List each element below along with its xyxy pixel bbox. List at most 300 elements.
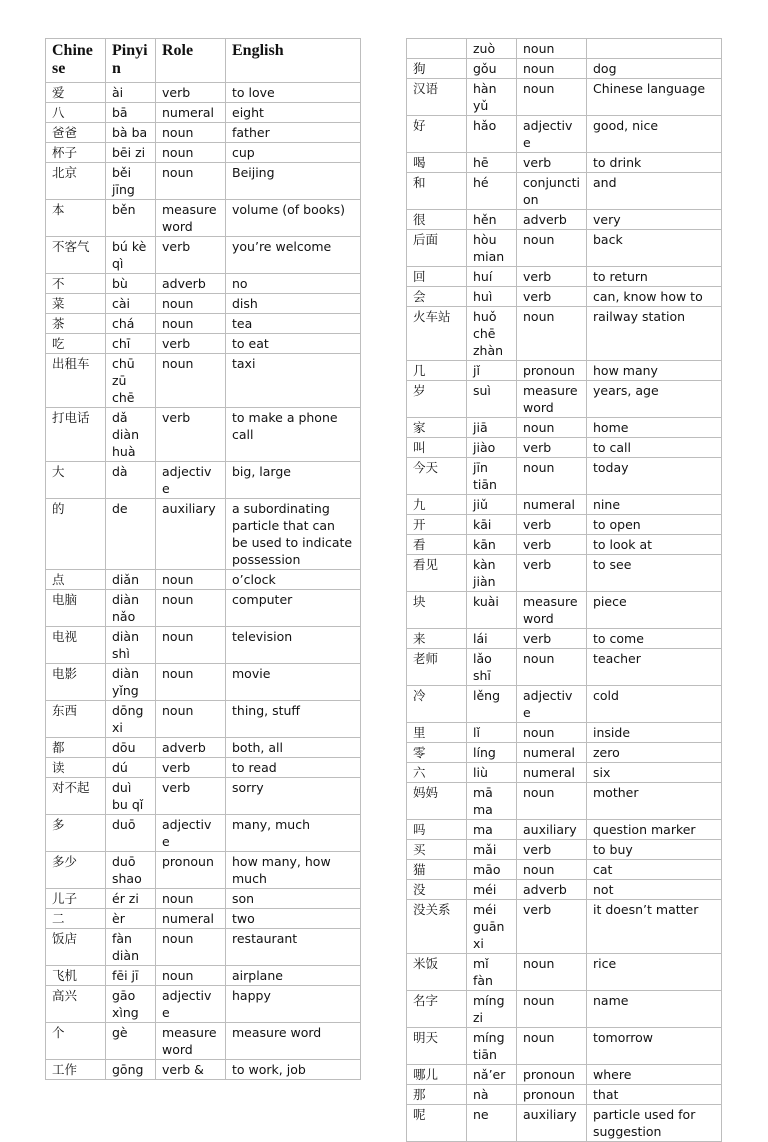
- table-row: [407, 743, 722, 763]
- cell-english: thing, stuff: [226, 701, 361, 738]
- cell-chinese: 老师: [407, 649, 467, 686]
- cell-english: son: [226, 889, 361, 909]
- cell-chinese: 不客气: [46, 237, 106, 274]
- cell-chinese: 对不起: [46, 778, 106, 815]
- cell-english: to work, job: [226, 1060, 361, 1080]
- table-row: [46, 852, 361, 889]
- cell-chinese: 后面: [407, 230, 467, 267]
- cell-pinyin: zuò: [467, 39, 517, 59]
- cell-english: it doesn’t matter: [587, 900, 722, 954]
- cell-english: airplane: [226, 966, 361, 986]
- cell-chinese: 火车站: [407, 307, 467, 361]
- cell-english: that: [587, 1085, 722, 1105]
- cell-role: measure word: [517, 592, 587, 629]
- cell-role: auxiliary: [156, 499, 226, 570]
- cell-english: to come: [587, 629, 722, 649]
- table-row: [407, 763, 722, 783]
- table-row: [407, 287, 722, 307]
- cell-role: adjective: [156, 986, 226, 1023]
- cell-pinyin: dú: [106, 758, 156, 778]
- table-row: [407, 1065, 722, 1085]
- cell-english: restaurant: [226, 929, 361, 966]
- cell-chinese: 飞机: [46, 966, 106, 986]
- cell-role: verb: [156, 83, 226, 103]
- cell-role: adjective: [517, 686, 587, 723]
- table-row: [46, 408, 361, 462]
- cell-role: numeral: [517, 763, 587, 783]
- cell-pinyin: bù: [106, 274, 156, 294]
- cell-role: verb &: [156, 1060, 226, 1080]
- cell-chinese: 电影: [46, 664, 106, 701]
- header-role: Role: [156, 39, 226, 83]
- cell-pinyin: líng: [467, 743, 517, 763]
- cell-pinyin: diǎn: [106, 570, 156, 590]
- cell-english: to buy: [587, 840, 722, 860]
- cell-chinese: 买: [407, 840, 467, 860]
- header-english: English: [226, 39, 361, 83]
- cell-pinyin: gǒu: [467, 59, 517, 79]
- cell-english: cup: [226, 143, 361, 163]
- cell-english: how many: [587, 361, 722, 381]
- cell-role: auxiliary: [517, 1105, 587, 1142]
- table-row: [46, 590, 361, 627]
- cell-role: adverb: [517, 210, 587, 230]
- cell-pinyin: dōng xi: [106, 701, 156, 738]
- table-row: [407, 515, 722, 535]
- table-row: [407, 495, 722, 515]
- cell-chinese: 开: [407, 515, 467, 535]
- table-row: [46, 929, 361, 966]
- cell-english: to read: [226, 758, 361, 778]
- cell-english: not: [587, 880, 722, 900]
- cell-pinyin: gōng: [106, 1060, 156, 1080]
- cell-english: Beijing: [226, 163, 361, 200]
- table-row: [407, 991, 722, 1028]
- cell-role: noun: [517, 860, 587, 880]
- cell-chinese: 回: [407, 267, 467, 287]
- cell-chinese: 没关系: [407, 900, 467, 954]
- table-row: [407, 458, 722, 495]
- table-row: [46, 889, 361, 909]
- cell-role: adjective: [156, 815, 226, 852]
- cell-chinese: 高兴: [46, 986, 106, 1023]
- cell-role: noun: [517, 59, 587, 79]
- cell-chinese: 大: [46, 462, 106, 499]
- cell-english: six: [587, 763, 722, 783]
- cell-chinese: 来: [407, 629, 467, 649]
- cell-english: very: [587, 210, 722, 230]
- cell-chinese: 工作: [46, 1060, 106, 1080]
- cell-chinese: 那: [407, 1085, 467, 1105]
- cell-chinese: 里: [407, 723, 467, 743]
- table-row: [46, 334, 361, 354]
- cell-role: noun: [156, 163, 226, 200]
- table-row: [46, 627, 361, 664]
- cell-pinyin: dà: [106, 462, 156, 499]
- cell-english: to look at: [587, 535, 722, 555]
- cell-chinese: 六: [407, 763, 467, 783]
- cell-chinese: 都: [46, 738, 106, 758]
- cell-chinese: 菜: [46, 294, 106, 314]
- cell-role: noun: [156, 627, 226, 664]
- cell-pinyin: lǎo shī: [467, 649, 517, 686]
- table-row: [407, 361, 722, 381]
- cell-pinyin: jǐ: [467, 361, 517, 381]
- cell-chinese: 狗: [407, 59, 467, 79]
- cell-pinyin: fēi jī: [106, 966, 156, 986]
- cell-role: measure word: [156, 200, 226, 237]
- cell-english: eight: [226, 103, 361, 123]
- cell-role: noun: [517, 991, 587, 1028]
- table-row: [407, 1105, 722, 1142]
- cell-english: to eat: [226, 334, 361, 354]
- cell-role: adjective: [517, 116, 587, 153]
- cell-role: conjunction: [517, 173, 587, 210]
- cell-english: taxi: [226, 354, 361, 408]
- cell-chinese: 哪儿: [407, 1065, 467, 1085]
- cell-pinyin: liù: [467, 763, 517, 783]
- cell-pinyin: duō: [106, 815, 156, 852]
- cell-pinyin: kuài: [467, 592, 517, 629]
- cell-chinese: 冷: [407, 686, 467, 723]
- table-row: [407, 173, 722, 210]
- cell-role: noun: [156, 123, 226, 143]
- cell-role: adjective: [156, 462, 226, 499]
- cell-chinese: 读: [46, 758, 106, 778]
- cell-english: inside: [587, 723, 722, 743]
- cell-pinyin: ér zi: [106, 889, 156, 909]
- cell-role: verb: [517, 287, 587, 307]
- cell-pinyin: diàn shì: [106, 627, 156, 664]
- cell-chinese: 喝: [407, 153, 467, 173]
- header-row: [46, 39, 361, 83]
- cell-english: how many, how much: [226, 852, 361, 889]
- cell-pinyin: nà: [467, 1085, 517, 1105]
- cell-pinyin: lěng: [467, 686, 517, 723]
- cell-role: verb: [156, 408, 226, 462]
- cell-english: years, age: [587, 381, 722, 418]
- cell-english: good, nice: [587, 116, 722, 153]
- cell-role: noun: [517, 1028, 587, 1065]
- cell-pinyin: ne: [467, 1105, 517, 1142]
- cell-role: verb: [517, 153, 587, 173]
- table-row: [46, 1023, 361, 1060]
- table-row: [46, 738, 361, 758]
- table-row: [407, 79, 722, 116]
- table-row: [407, 210, 722, 230]
- cell-chinese: 东西: [46, 701, 106, 738]
- cell-english: father: [226, 123, 361, 143]
- cell-pinyin: jiǔ: [467, 495, 517, 515]
- cell-pinyin: èr: [106, 909, 156, 929]
- cell-english: dish: [226, 294, 361, 314]
- cell-english: particle used for suggestion: [587, 1105, 722, 1142]
- cell-chinese: 本: [46, 200, 106, 237]
- cell-english: movie: [226, 664, 361, 701]
- cell-chinese: 电视: [46, 627, 106, 664]
- cell-pinyin: chū zū chē: [106, 354, 156, 408]
- cell-role: verb: [517, 840, 587, 860]
- cell-pinyin: mā ma: [467, 783, 517, 820]
- cell-pinyin: diàn yǐng: [106, 664, 156, 701]
- table-row: [407, 900, 722, 954]
- cell-pinyin: lái: [467, 629, 517, 649]
- cell-chinese: 会: [407, 287, 467, 307]
- cell-role: verb: [156, 334, 226, 354]
- cell-english: cold: [587, 686, 722, 723]
- cell-pinyin: huì: [467, 287, 517, 307]
- cell-pinyin: kāi: [467, 515, 517, 535]
- cell-pinyin: dǎ diàn huà: [106, 408, 156, 462]
- cell-pinyin: hē: [467, 153, 517, 173]
- cell-chinese: 八: [46, 103, 106, 123]
- cell-pinyin: míng zi: [467, 991, 517, 1028]
- cell-role: noun: [156, 701, 226, 738]
- cell-pinyin: jīn tiān: [467, 458, 517, 495]
- cell-role: noun: [156, 294, 226, 314]
- cell-english: name: [587, 991, 722, 1028]
- cell-pinyin: ma: [467, 820, 517, 840]
- table-row: [407, 116, 722, 153]
- cell-chinese: 饭店: [46, 929, 106, 966]
- vocab-table-right: [406, 38, 722, 1142]
- cell-chinese: 吗: [407, 820, 467, 840]
- cell-role: noun: [517, 649, 587, 686]
- cell-chinese: 多: [46, 815, 106, 852]
- table-row: [46, 758, 361, 778]
- cell-pinyin: diàn nǎo: [106, 590, 156, 627]
- cell-english: dog: [587, 59, 722, 79]
- cell-chinese: 九: [407, 495, 467, 515]
- cell-pinyin: chī: [106, 334, 156, 354]
- cell-role: pronoun: [156, 852, 226, 889]
- cell-role: pronoun: [517, 361, 587, 381]
- cell-role: measure word: [517, 381, 587, 418]
- cell-pinyin: cài: [106, 294, 156, 314]
- cell-english: big, large: [226, 462, 361, 499]
- cell-pinyin: hé: [467, 173, 517, 210]
- cell-chinese: 爸爸: [46, 123, 106, 143]
- cell-chinese: 块: [407, 592, 467, 629]
- cell-role: numeral: [517, 743, 587, 763]
- cell-english: many, much: [226, 815, 361, 852]
- cell-role: noun: [517, 230, 587, 267]
- cell-english: to drink: [587, 153, 722, 173]
- cell-chinese: 家: [407, 418, 467, 438]
- cell-pinyin: gāo xìng: [106, 986, 156, 1023]
- table-row: [407, 954, 722, 991]
- cell-pinyin: jiào: [467, 438, 517, 458]
- table-row: [407, 59, 722, 79]
- cell-role: numeral: [156, 103, 226, 123]
- cell-english: where: [587, 1065, 722, 1085]
- cell-chinese: 儿子: [46, 889, 106, 909]
- table-row: [407, 880, 722, 900]
- cell-pinyin: huí: [467, 267, 517, 287]
- cell-pinyin: méi guān xi: [467, 900, 517, 954]
- vocab-table-left: [45, 38, 361, 1080]
- cell-chinese: 多少: [46, 852, 106, 889]
- cell-chinese: 北京: [46, 163, 106, 200]
- table-row: [46, 986, 361, 1023]
- cell-chinese: 呢: [407, 1105, 467, 1142]
- cell-english: cat: [587, 860, 722, 880]
- cell-role: verb: [517, 267, 587, 287]
- cell-role: noun: [156, 966, 226, 986]
- cell-english: back: [587, 230, 722, 267]
- cell-role: verb: [517, 629, 587, 649]
- cell-chinese: 汉语: [407, 79, 467, 116]
- table-row: [407, 438, 722, 458]
- cell-english: volume (of books): [226, 200, 361, 237]
- cell-pinyin: ài: [106, 83, 156, 103]
- header-pinyin: Pinyin: [106, 39, 156, 83]
- cell-english: nine: [587, 495, 722, 515]
- cell-chinese: 零: [407, 743, 467, 763]
- table-row: [46, 909, 361, 929]
- table-row: [46, 163, 361, 200]
- table-row: [46, 570, 361, 590]
- table-row: [46, 778, 361, 815]
- cell-pinyin: duì bu qǐ: [106, 778, 156, 815]
- cell-role: noun: [517, 783, 587, 820]
- cell-english: teacher: [587, 649, 722, 686]
- cell-role: noun: [156, 570, 226, 590]
- cell-chinese: 吃: [46, 334, 106, 354]
- cell-chinese: 的: [46, 499, 106, 570]
- table-row: [407, 535, 722, 555]
- cell-pinyin: méi: [467, 880, 517, 900]
- table-row: [46, 966, 361, 986]
- cell-role: measure word: [156, 1023, 226, 1060]
- cell-english: Chinese language: [587, 79, 722, 116]
- table-row: [407, 153, 722, 173]
- cell-chinese: 很: [407, 210, 467, 230]
- cell-chinese: 出租车: [46, 354, 106, 408]
- table-row: [46, 354, 361, 408]
- cell-english: measure word: [226, 1023, 361, 1060]
- cell-chinese: 米饭: [407, 954, 467, 991]
- cell-chinese: 叫: [407, 438, 467, 458]
- table-row: [46, 294, 361, 314]
- table-row: [407, 39, 722, 59]
- cell-english: no: [226, 274, 361, 294]
- cell-english: o’clock: [226, 570, 361, 590]
- table-row: [407, 783, 722, 820]
- cell-role: noun: [517, 307, 587, 361]
- cell-role: adverb: [156, 274, 226, 294]
- table-row: [46, 83, 361, 103]
- cell-chinese: 看: [407, 535, 467, 555]
- cell-english: to return: [587, 267, 722, 287]
- cell-pinyin: bā: [106, 103, 156, 123]
- cell-pinyin: běi jīng: [106, 163, 156, 200]
- cell-pinyin: fàn diàn: [106, 929, 156, 966]
- cell-chinese: 不: [46, 274, 106, 294]
- cell-english: to see: [587, 555, 722, 592]
- table-row: [407, 267, 722, 287]
- cell-chinese: 个: [46, 1023, 106, 1060]
- cell-pinyin: bú kè qì: [106, 237, 156, 274]
- cell-pinyin: kàn jiàn: [467, 555, 517, 592]
- table-row: [46, 664, 361, 701]
- cell-role: verb: [517, 555, 587, 592]
- table-row: [407, 555, 722, 592]
- cell-chinese: 名字: [407, 991, 467, 1028]
- cell-chinese: 点: [46, 570, 106, 590]
- cell-role: verb: [156, 237, 226, 274]
- table-row: [46, 274, 361, 294]
- cell-english: two: [226, 909, 361, 929]
- cell-role: verb: [156, 758, 226, 778]
- table-row: [46, 499, 361, 570]
- cell-english: and: [587, 173, 722, 210]
- cell-role: noun: [517, 79, 587, 116]
- cell-english: question marker: [587, 820, 722, 840]
- cell-pinyin: mǐ fàn: [467, 954, 517, 991]
- cell-english: both, all: [226, 738, 361, 758]
- table-row: [46, 314, 361, 334]
- cell-pinyin: de: [106, 499, 156, 570]
- table-row: [407, 820, 722, 840]
- cell-pinyin: hǎo: [467, 116, 517, 153]
- cell-role: noun: [156, 590, 226, 627]
- cell-english: computer: [226, 590, 361, 627]
- cell-chinese: [407, 39, 467, 59]
- cell-english: today: [587, 458, 722, 495]
- cell-pinyin: gè: [106, 1023, 156, 1060]
- cell-chinese: 杯子: [46, 143, 106, 163]
- cell-pinyin: bà ba: [106, 123, 156, 143]
- cell-chinese: 好: [407, 116, 467, 153]
- cell-pinyin: chá: [106, 314, 156, 334]
- cell-chinese: 岁: [407, 381, 467, 418]
- cell-english: piece: [587, 592, 722, 629]
- table-row: [407, 230, 722, 267]
- cell-chinese: 电脑: [46, 590, 106, 627]
- cell-role: noun: [156, 314, 226, 334]
- cell-english: happy: [226, 986, 361, 1023]
- cell-chinese: 没: [407, 880, 467, 900]
- cell-chinese: 二: [46, 909, 106, 929]
- cell-english: to love: [226, 83, 361, 103]
- cell-pinyin: duō shao: [106, 852, 156, 889]
- cell-chinese: 今天: [407, 458, 467, 495]
- cell-pinyin: jiā: [467, 418, 517, 438]
- cell-pinyin: běn: [106, 200, 156, 237]
- cell-role: noun: [517, 723, 587, 743]
- cell-english: tomorrow: [587, 1028, 722, 1065]
- table-row: [46, 1060, 361, 1080]
- cell-pinyin: míng tiān: [467, 1028, 517, 1065]
- cell-role: adverb: [517, 880, 587, 900]
- cell-pinyin: bēi zi: [106, 143, 156, 163]
- cell-role: noun: [156, 929, 226, 966]
- header-chinese: Chinese: [46, 39, 106, 83]
- cell-role: noun: [517, 39, 587, 59]
- table-row: [46, 462, 361, 499]
- table-row: [407, 686, 722, 723]
- cell-role: pronoun: [517, 1085, 587, 1105]
- table-row: [407, 723, 722, 743]
- cell-pinyin: māo: [467, 860, 517, 880]
- cell-english: to open: [587, 515, 722, 535]
- cell-chinese: 妈妈: [407, 783, 467, 820]
- cell-role: verb: [517, 515, 587, 535]
- cell-role: pronoun: [517, 1065, 587, 1085]
- cell-chinese: 茶: [46, 314, 106, 334]
- table-row: [407, 381, 722, 418]
